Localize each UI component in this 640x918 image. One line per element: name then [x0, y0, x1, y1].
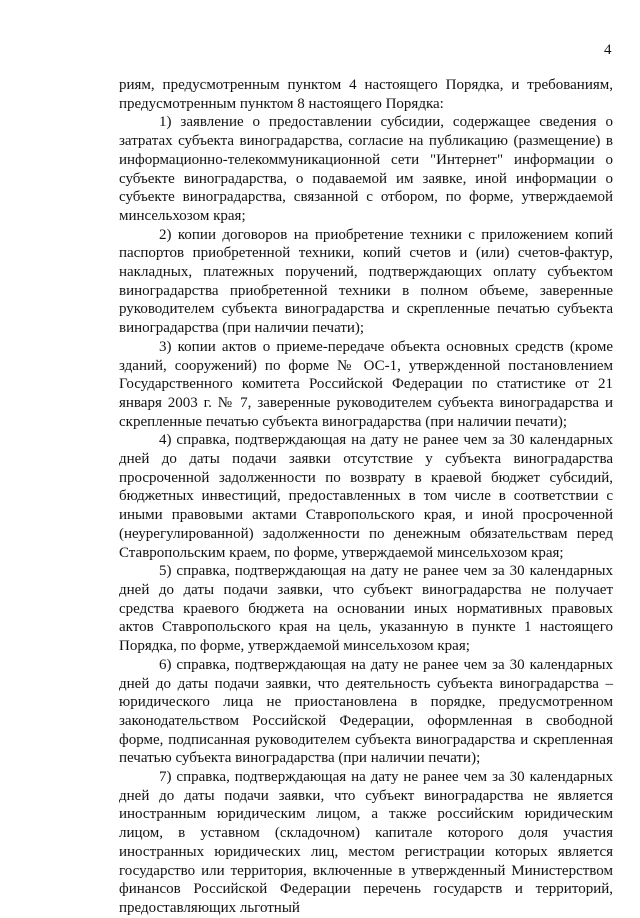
paragraph-item-7: 7) справка, подтверждающая на дату не ранее чем за 30 календарных дней до даты подачи заявки, что субъект виноградарства не является иностранным юридическим лицом, а также российским юридическим лицом, в уставном (складочном) капитале которого доля участия иностранных юридических лиц, местом регистрации которых является государство или территория, включенные в утвержденный Министерством финансов Российской Федерации перечень государств и территорий, предоставляющих льготный [119, 769, 613, 916]
paragraph-item-6: 6) справка, подтверждающая на дату не ранее чем за 30 календарных дней до даты подачи заявки, что деятельность субъекта виноградарства – юридического лица не приостановлена в порядке, предусмотренном законодательством Российской Федерации, оформленная в свободной форме, подписанная руководителем субъекта виноградарства и скрепленная печатью субъекта виноградарства (при наличии печати); [119, 656, 613, 767]
paragraph-item-4: 4) справка, подтверждающая на дату не ранее чем за 30 календарных дней до даты подачи заявки отсутствие у субъекта виноградарства просроченной задолженности по возврату в краевой бюджет субсидий, бюджетных инвестиций, предоставленных в том числе в соответствии с иными правовыми актами Ставропольского края, и иной просроченной (неурегулированной) задолженности по денежным обязательствам перед Ставропольским краем, по форме, утверждаемой минсельхозом края; [119, 432, 613, 561]
page-number: 4 [604, 42, 612, 58]
document-body [119, 76, 613, 918]
paragraph-item-2: 2) копии договоров на приобретение техники с приложением копий паспортов приобретенной техники, копий счетов и (или) счетов-фактур, накладных, платежных поручений, подтверждающих оплату субъектом виноградарства приобретенной техники в полном объеме, заверенные руководителем субъекта виноградарства и скрепленные печатью субъекта виноградарства (при наличии печати); [119, 226, 613, 337]
paragraph-item-5: 5) справка, подтверждающая на дату не ранее чем за 30 календарных дней до даты подачи заявки, что субъект виноградарства не получает средства краевого бюджета на основании иных нормативных правовых актов Ставропольского края на цель, указанную в пункте 1 настоящего Порядка, по форме, утверждаемой минсельхозом края; [119, 563, 613, 655]
paragraph-continuation: риям, предусмотренным пунктом 4 настоящего Порядка, и требованиям, предусмотренным пунктом 8 настоящего Порядка: [119, 77, 613, 112]
paragraph-item-1: 1) заявление о предоставлении субсидии, содержащее сведения о затратах субъекта виноградарства, согласие на публикацию (размещение) в информационно-телекоммуникационной сети "Интернет" информации о субъекте виноградарства, о подаваемой им заявке, иной информации о субъекте виноградарства, связанной с отбором, по форме, утверждаемой минсельхозом края; [119, 114, 613, 224]
paragraph-item-3: 3) копии актов о приеме-передаче объекта основных средств (кроме зданий, сооружений) по форме № ОС-1, утвержденной постановлением Государственного комитета Российской Федерации по статистике от 21 января 2003 г. № 7, заверенные руководителем субъекта виноградарства и скрепленные печатью субъекта виноградарства (при наличии печати); [119, 338, 613, 430]
